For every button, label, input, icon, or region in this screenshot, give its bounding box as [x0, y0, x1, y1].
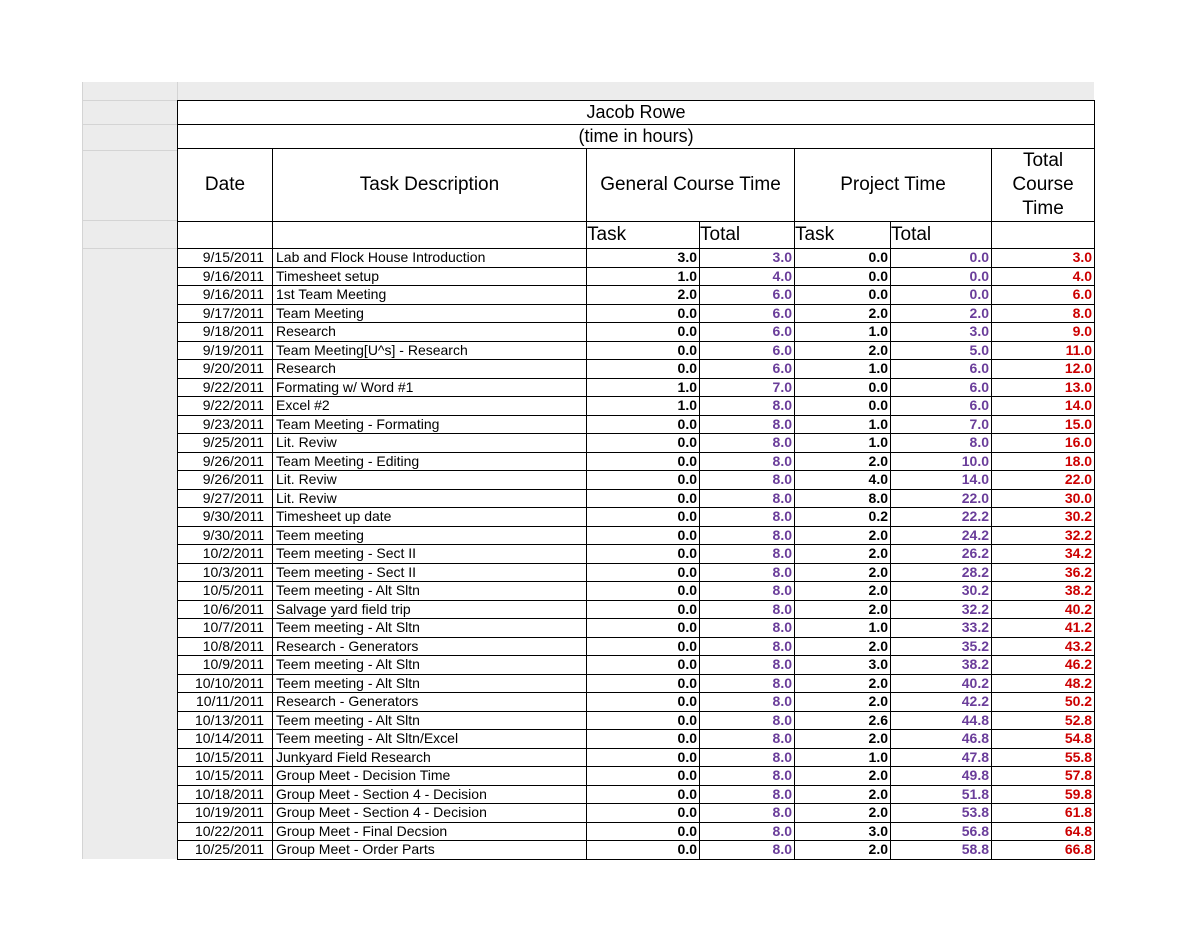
- date-cell: 10/19/2011: [178, 804, 273, 823]
- general-task-cell: 0.0: [587, 748, 700, 767]
- project-task-cell: 1.0: [795, 360, 891, 379]
- date-cell: 10/22/2011: [178, 822, 273, 841]
- task-description-cell: Team Meeting - Editing: [273, 452, 587, 471]
- total-course-cell: 18.0: [992, 452, 1095, 471]
- task-description-cell: Research - Generators: [273, 693, 587, 712]
- table-row: [178, 545, 1095, 564]
- task-description-cell: Lab and Flock House Introduction: [273, 249, 587, 268]
- project-task-cell: 0.0: [795, 267, 891, 286]
- table-row: [178, 378, 1095, 397]
- project-total-cell: 6.0: [891, 378, 992, 397]
- date-cell: 9/30/2011: [178, 526, 273, 545]
- table-row: [178, 656, 1095, 675]
- general-total-cell: 8.0: [700, 397, 795, 416]
- general-task-cell: 0.0: [587, 804, 700, 823]
- project-task-cell: 2.0: [795, 563, 891, 582]
- grid-line: [82, 100, 178, 101]
- date-cell: 9/26/2011: [178, 452, 273, 471]
- general-total-cell: 7.0: [700, 378, 795, 397]
- header-task-description: Task Description: [273, 149, 587, 222]
- total-course-cell: 55.8: [992, 748, 1095, 767]
- project-total-cell: 6.0: [891, 360, 992, 379]
- task-description-cell: Research: [273, 323, 587, 342]
- task-description-cell: Group Meet - Decision Time: [273, 767, 587, 786]
- project-task-cell: 2.0: [795, 545, 891, 564]
- general-total-cell: 3.0: [700, 249, 795, 268]
- total-course-cell: 3.0: [992, 249, 1095, 268]
- subheader-project-task: Task: [795, 222, 891, 249]
- grid-line: [82, 220, 178, 221]
- general-task-cell: 0.0: [587, 785, 700, 804]
- total-course-cell: 9.0: [992, 323, 1095, 342]
- table-row: [178, 693, 1095, 712]
- task-description-cell: Salvage yard field trip: [273, 600, 587, 619]
- date-cell: 9/22/2011: [178, 397, 273, 416]
- project-total-cell: 24.2: [891, 526, 992, 545]
- table-row: [178, 637, 1095, 656]
- project-task-cell: 0.0: [795, 249, 891, 268]
- date-cell: 9/22/2011: [178, 378, 273, 397]
- project-task-cell: 2.0: [795, 730, 891, 749]
- date-cell: 9/15/2011: [178, 249, 273, 268]
- total-course-cell: 48.2: [992, 674, 1095, 693]
- table-row: [178, 767, 1095, 786]
- project-total-cell: 6.0: [891, 397, 992, 416]
- general-task-cell: 0.0: [587, 637, 700, 656]
- timesheet-table: [177, 100, 1095, 860]
- task-description-cell: Teem meeting - Sect II: [273, 563, 587, 582]
- date-cell: 10/10/2011: [178, 674, 273, 693]
- date-cell: 9/25/2011: [178, 434, 273, 453]
- date-cell: 10/25/2011: [178, 841, 273, 860]
- general-task-cell: 0.0: [587, 360, 700, 379]
- task-description-cell: Lit. Reviw: [273, 471, 587, 490]
- table-row: [178, 397, 1095, 416]
- project-total-cell: 42.2: [891, 693, 992, 712]
- general-total-cell: 6.0: [700, 304, 795, 323]
- total-course-cell: 38.2: [992, 582, 1095, 601]
- date-cell: 9/23/2011: [178, 415, 273, 434]
- general-task-cell: 0.0: [587, 471, 700, 490]
- date-cell: 10/14/2011: [178, 730, 273, 749]
- total-course-cell: 11.0: [992, 341, 1095, 360]
- project-total-cell: 35.2: [891, 637, 992, 656]
- total-course-cell: 8.0: [992, 304, 1095, 323]
- project-task-cell: 0.0: [795, 286, 891, 305]
- task-description-cell: Lit. Reviw: [273, 489, 587, 508]
- table-row: [178, 804, 1095, 823]
- task-description-cell: Team Meeting: [273, 304, 587, 323]
- date-cell: 10/7/2011: [178, 619, 273, 638]
- table-row: [178, 267, 1095, 286]
- project-task-cell: 2.0: [795, 526, 891, 545]
- general-task-cell: 3.0: [587, 249, 700, 268]
- column-header-strip: [178, 82, 1094, 101]
- table-row: [178, 452, 1095, 471]
- general-total-cell: 8.0: [700, 656, 795, 675]
- project-total-cell: 38.2: [891, 656, 992, 675]
- task-description-cell: Excel #2: [273, 397, 587, 416]
- table-row: [178, 304, 1095, 323]
- project-total-cell: 3.0: [891, 323, 992, 342]
- table-row: [178, 563, 1095, 582]
- task-description-cell: Teem meeting - Sect II: [273, 545, 587, 564]
- date-cell: 9/26/2011: [178, 471, 273, 490]
- total-course-cell: 50.2: [992, 693, 1095, 712]
- general-total-cell: 8.0: [700, 674, 795, 693]
- general-total-cell: 6.0: [700, 323, 795, 342]
- date-cell: 10/15/2011: [178, 767, 273, 786]
- subheader-project-total: Total: [891, 222, 992, 249]
- task-description-cell: Team Meeting[U^s] - Research: [273, 341, 587, 360]
- table-row: [178, 360, 1095, 379]
- general-task-cell: 1.0: [587, 397, 700, 416]
- general-total-cell: 8.0: [700, 619, 795, 638]
- general-task-cell: 2.0: [587, 286, 700, 305]
- total-course-cell: 43.2: [992, 637, 1095, 656]
- subheader-empty: [273, 222, 587, 249]
- task-description-cell: Group Meet - Section 4 - Decision: [273, 785, 587, 804]
- general-total-cell: 8.0: [700, 822, 795, 841]
- project-task-cell: 1.0: [795, 434, 891, 453]
- project-total-cell: 46.8: [891, 730, 992, 749]
- task-description-cell: Group Meet - Order Parts: [273, 841, 587, 860]
- project-total-cell: 30.2: [891, 582, 992, 601]
- date-cell: 10/9/2011: [178, 656, 273, 675]
- table-row: [178, 730, 1095, 749]
- general-total-cell: 8.0: [700, 434, 795, 453]
- project-task-cell: 0.2: [795, 508, 891, 527]
- date-cell: 9/16/2011: [178, 267, 273, 286]
- table-row: [178, 323, 1095, 342]
- task-description-cell: Teem meeting - Alt Sltn: [273, 674, 587, 693]
- general-total-cell: 6.0: [700, 341, 795, 360]
- project-total-cell: 22.2: [891, 508, 992, 527]
- general-task-cell: 0.0: [587, 841, 700, 860]
- task-description-cell: Timesheet up date: [273, 508, 587, 527]
- date-cell: 9/16/2011: [178, 286, 273, 305]
- project-total-cell: 47.8: [891, 748, 992, 767]
- task-description-cell: Junkyard Field Research: [273, 748, 587, 767]
- date-cell: 9/17/2011: [178, 304, 273, 323]
- total-course-cell: 13.0: [992, 378, 1095, 397]
- project-total-cell: 28.2: [891, 563, 992, 582]
- total-course-cell: 15.0: [992, 415, 1095, 434]
- total-course-cell: 16.0: [992, 434, 1095, 453]
- general-task-cell: 0.0: [587, 323, 700, 342]
- project-total-cell: 7.0: [891, 415, 992, 434]
- total-course-cell: 36.2: [992, 563, 1095, 582]
- general-task-cell: 0.0: [587, 341, 700, 360]
- table-row: [178, 674, 1095, 693]
- grid-line: [82, 248, 178, 249]
- project-task-cell: 2.6: [795, 711, 891, 730]
- date-cell: 10/5/2011: [178, 582, 273, 601]
- project-task-cell: 2.0: [795, 693, 891, 712]
- total-course-cell: 12.0: [992, 360, 1095, 379]
- project-total-cell: 0.0: [891, 286, 992, 305]
- project-total-cell: 26.2: [891, 545, 992, 564]
- table-row: [178, 711, 1095, 730]
- project-task-cell: 2.0: [795, 452, 891, 471]
- general-total-cell: 8.0: [700, 637, 795, 656]
- general-task-cell: 0.0: [587, 822, 700, 841]
- project-task-cell: 1.0: [795, 619, 891, 638]
- total-course-cell: 54.8: [992, 730, 1095, 749]
- table-row: [178, 415, 1095, 434]
- date-cell: 9/18/2011: [178, 323, 273, 342]
- table-row: [178, 341, 1095, 360]
- task-description-cell: Lit. Reviw: [273, 434, 587, 453]
- task-description-cell: Group Meet - Final Decsion: [273, 822, 587, 841]
- project-task-cell: 0.0: [795, 378, 891, 397]
- project-total-cell: 58.8: [891, 841, 992, 860]
- table-row: [178, 508, 1095, 527]
- general-total-cell: 8.0: [700, 841, 795, 860]
- general-total-cell: 8.0: [700, 582, 795, 601]
- general-task-cell: 0.0: [587, 452, 700, 471]
- project-task-cell: 2.0: [795, 600, 891, 619]
- project-task-cell: 4.0: [795, 471, 891, 490]
- date-cell: 9/20/2011: [178, 360, 273, 379]
- project-task-cell: 1.0: [795, 415, 891, 434]
- general-task-cell: 1.0: [587, 378, 700, 397]
- date-cell: 10/11/2011: [178, 693, 273, 712]
- task-description-cell: Research: [273, 360, 587, 379]
- general-task-cell: 0.0: [587, 711, 700, 730]
- table-row: [178, 582, 1095, 601]
- project-task-cell: 2.0: [795, 767, 891, 786]
- general-task-cell: 0.0: [587, 582, 700, 601]
- table-row: [178, 526, 1095, 545]
- project-task-cell: 0.0: [795, 397, 891, 416]
- total-course-cell: 57.8: [992, 767, 1095, 786]
- subheader-empty: [178, 222, 273, 249]
- general-task-cell: 0.0: [587, 415, 700, 434]
- table-row: [178, 600, 1095, 619]
- task-description-cell: Timesheet setup: [273, 267, 587, 286]
- general-task-cell: 0.0: [587, 304, 700, 323]
- general-total-cell: 8.0: [700, 600, 795, 619]
- project-task-cell: 8.0: [795, 489, 891, 508]
- project-total-cell: 53.8: [891, 804, 992, 823]
- general-total-cell: 8.0: [700, 804, 795, 823]
- task-description-cell: Teem meeting - Alt Sltn: [273, 582, 587, 601]
- general-task-cell: 0.0: [587, 674, 700, 693]
- project-task-cell: 2.0: [795, 674, 891, 693]
- project-total-cell: 14.0: [891, 471, 992, 490]
- total-course-cell: 61.8: [992, 804, 1095, 823]
- project-total-cell: 49.8: [891, 767, 992, 786]
- general-total-cell: 4.0: [700, 267, 795, 286]
- project-total-cell: 8.0: [891, 434, 992, 453]
- general-total-cell: 8.0: [700, 471, 795, 490]
- date-cell: 10/2/2011: [178, 545, 273, 564]
- total-course-cell: 59.8: [992, 785, 1095, 804]
- project-total-cell: 56.8: [891, 822, 992, 841]
- date-cell: 10/6/2011: [178, 600, 273, 619]
- table-row: [178, 286, 1095, 305]
- task-description-cell: Group Meet - Section 4 - Decision: [273, 804, 587, 823]
- date-cell: 10/3/2011: [178, 563, 273, 582]
- project-total-cell: 5.0: [891, 341, 992, 360]
- header-total-course-time: Total Course Time: [992, 149, 1095, 222]
- table-row: [178, 434, 1095, 453]
- grid-line: [82, 82, 83, 859]
- general-total-cell: 6.0: [700, 286, 795, 305]
- project-task-cell: 2.0: [795, 582, 891, 601]
- total-course-cell: 14.0: [992, 397, 1095, 416]
- project-task-cell: 2.0: [795, 341, 891, 360]
- header-general-course-time: General Course Time: [587, 149, 795, 222]
- task-description-cell: Teem meeting - Alt Sltn: [273, 711, 587, 730]
- general-task-cell: 0.0: [587, 730, 700, 749]
- task-description-cell: Teem meeting: [273, 526, 587, 545]
- general-task-cell: 0.0: [587, 526, 700, 545]
- project-task-cell: 3.0: [795, 656, 891, 675]
- table-row: [178, 489, 1095, 508]
- total-course-cell: 30.2: [992, 508, 1095, 527]
- sheet-title: Jacob Rowe: [178, 101, 1095, 125]
- general-task-cell: 0.0: [587, 563, 700, 582]
- task-description-cell: 1st Team Meeting: [273, 286, 587, 305]
- project-task-cell: 2.0: [795, 841, 891, 860]
- general-total-cell: 8.0: [700, 545, 795, 564]
- project-task-cell: 1.0: [795, 748, 891, 767]
- general-task-cell: 0.0: [587, 693, 700, 712]
- project-total-cell: 10.0: [891, 452, 992, 471]
- table-row: [178, 619, 1095, 638]
- total-course-cell: 34.2: [992, 545, 1095, 564]
- general-task-cell: 0.0: [587, 508, 700, 527]
- date-cell: 10/15/2011: [178, 748, 273, 767]
- date-cell: 10/18/2011: [178, 785, 273, 804]
- general-total-cell: 8.0: [700, 693, 795, 712]
- date-cell: 10/13/2011: [178, 711, 273, 730]
- task-description-cell: Formating w/ Word #1: [273, 378, 587, 397]
- project-task-cell: 2.0: [795, 637, 891, 656]
- project-total-cell: 2.0: [891, 304, 992, 323]
- general-total-cell: 8.0: [700, 508, 795, 527]
- general-task-cell: 0.0: [587, 619, 700, 638]
- general-total-cell: 8.0: [700, 415, 795, 434]
- general-task-cell: 1.0: [587, 267, 700, 286]
- total-course-cell: 46.2: [992, 656, 1095, 675]
- total-course-cell: 40.2: [992, 600, 1095, 619]
- general-task-cell: 0.0: [587, 656, 700, 675]
- general-total-cell: 6.0: [700, 360, 795, 379]
- total-course-cell: 41.2: [992, 619, 1095, 638]
- general-task-cell: 0.0: [587, 489, 700, 508]
- general-task-cell: 0.0: [587, 545, 700, 564]
- date-cell: 9/27/2011: [178, 489, 273, 508]
- total-course-cell: 64.8: [992, 822, 1095, 841]
- table-row: [178, 471, 1095, 490]
- project-total-cell: 44.8: [891, 711, 992, 730]
- task-description-cell: Teem meeting - Alt Sltn/Excel: [273, 730, 587, 749]
- general-task-cell: 0.0: [587, 767, 700, 786]
- general-total-cell: 8.0: [700, 730, 795, 749]
- general-total-cell: 8.0: [700, 785, 795, 804]
- project-total-cell: 40.2: [891, 674, 992, 693]
- general-total-cell: 8.0: [700, 748, 795, 767]
- total-course-cell: 22.0: [992, 471, 1095, 490]
- date-cell: 9/19/2011: [178, 341, 273, 360]
- project-task-cell: 2.0: [795, 304, 891, 323]
- task-description-cell: Teem meeting - Alt Sltn: [273, 656, 587, 675]
- subheader-general-task: Task: [587, 222, 700, 249]
- subheader-empty: [992, 222, 1095, 249]
- total-course-cell: 52.8: [992, 711, 1095, 730]
- table-row: [178, 841, 1095, 860]
- table-row: [178, 785, 1095, 804]
- project-total-cell: 0.0: [891, 267, 992, 286]
- total-course-cell: 30.0: [992, 489, 1095, 508]
- project-task-cell: 2.0: [795, 785, 891, 804]
- task-description-cell: Team Meeting - Formating: [273, 415, 587, 434]
- task-description-cell: Research - Generators: [273, 637, 587, 656]
- date-cell: 10/8/2011: [178, 637, 273, 656]
- table-row: [178, 822, 1095, 841]
- project-total-cell: 33.2: [891, 619, 992, 638]
- project-task-cell: 2.0: [795, 804, 891, 823]
- table-row: [178, 748, 1095, 767]
- total-course-cell: 32.2: [992, 526, 1095, 545]
- project-task-cell: 1.0: [795, 323, 891, 342]
- general-task-cell: 0.0: [587, 434, 700, 453]
- grid-line: [82, 150, 178, 151]
- general-total-cell: 8.0: [700, 767, 795, 786]
- general-task-cell: 0.0: [587, 600, 700, 619]
- subheader-general-total: Total: [700, 222, 795, 249]
- sheet-subtitle: (time in hours): [178, 125, 1095, 149]
- general-total-cell: 8.0: [700, 526, 795, 545]
- general-total-cell: 8.0: [700, 711, 795, 730]
- header-date: Date: [178, 149, 273, 222]
- header-project-time: Project Time: [795, 149, 992, 222]
- total-course-cell: 66.8: [992, 841, 1095, 860]
- project-total-cell: 32.2: [891, 600, 992, 619]
- project-total-cell: 0.0: [891, 249, 992, 268]
- general-total-cell: 8.0: [700, 563, 795, 582]
- total-course-cell: 4.0: [992, 267, 1095, 286]
- general-total-cell: 8.0: [700, 489, 795, 508]
- project-total-cell: 51.8: [891, 785, 992, 804]
- total-course-cell: 6.0: [992, 286, 1095, 305]
- grid-line: [82, 124, 178, 125]
- table-row: [178, 249, 1095, 268]
- general-total-cell: 8.0: [700, 452, 795, 471]
- project-total-cell: 22.0: [891, 489, 992, 508]
- date-cell: 9/30/2011: [178, 508, 273, 527]
- project-task-cell: 3.0: [795, 822, 891, 841]
- task-description-cell: Teem meeting - Alt Sltn: [273, 619, 587, 638]
